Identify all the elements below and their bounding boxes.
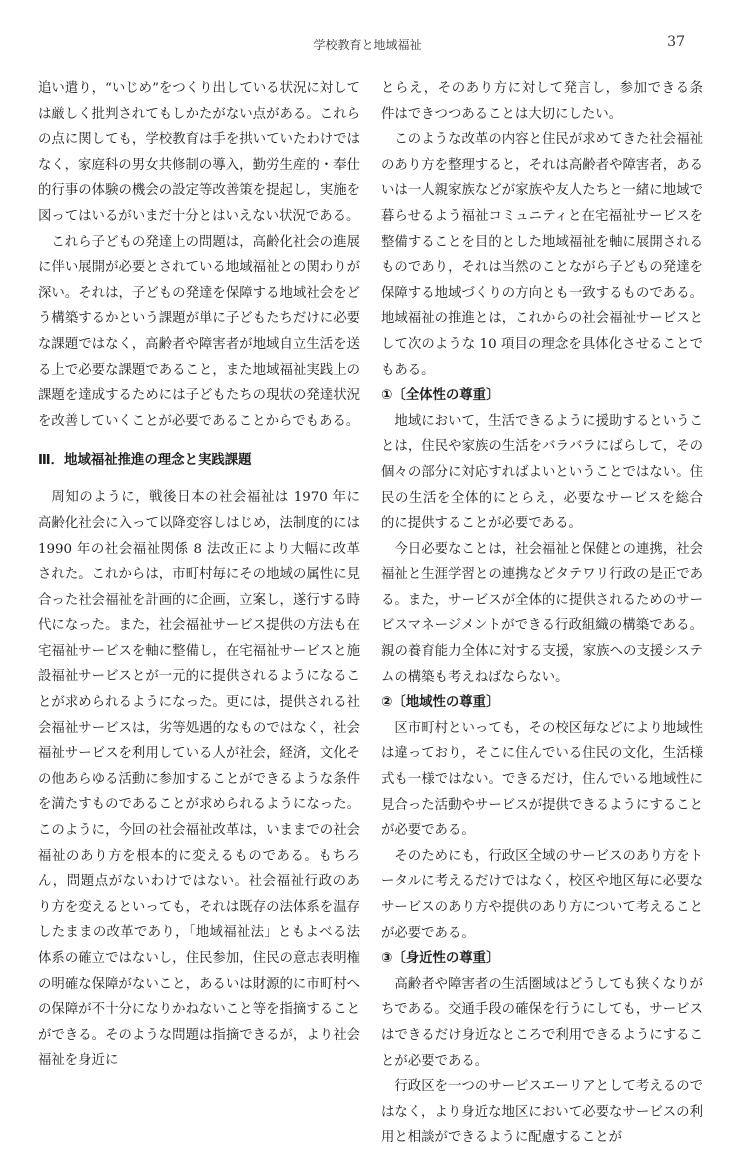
item-heading-proximity: ③〔身近性の尊重〕 [381,951,500,967]
right-column [381,76,703,1151]
left-column [38,76,360,1074]
paragraph: 行政区を一つのサービスエーリアとして考えるのではなく，より身近な地区において必要なサービスの利用と相談ができるように配慮することが [381,1079,703,1146]
page-number: 37 [667,34,685,50]
item-heading-locality: ②〔地域性の尊重〕 [381,695,500,711]
paragraph: 地域において，生活できるように援助するということは，住民や家族の生活をバラバラにばらして，その個々の部分に対応すればよいということではない。住民の生活を全体的にとらえ，必要なサービスを総合的に提供することが必要である。 [381,413,703,532]
section-heading: Ⅲ．地域福祉推進の理念と実践課題 [38,453,252,469]
paragraph: このような改革の内容と住民が求めてきた社会福祉のあり方を整理すると，それは高齢者や障害者，あるいは一人親家族などが家族や友人たちと一緒に地域で暮らせるよう福祉コミュニティと在宅福祉サービスを整備することを目的とした地域福祉を軸に展開されるものであり，それは当然のことながら子どもの発達を保障する地域づくりの方向とも一致するものである。地域福祉の推進とは，これからの社会福祉サービスとして次のような 10 項目の理念を具体化させることでもある。 [381,132,703,378]
paragraph: 区市町村といっても，その校区毎などにより地域性は違っており，そこに住んでいる住民の文化，生活様式も一様ではない。できるだけ，住んでいる地域性に見合った活動やサービスが提供できるようにすることが必要である。 [381,720,703,839]
paragraph: そのためにも，行政区全域のサービスのあり方をトータルに考えるだけではなく，校区や地区毎に必要なサービスのあり方や提供のあり方について考えることが必要である。 [381,848,703,941]
running-title: 学校教育と地域福祉 [313,38,422,52]
page-header [0,30,735,54]
paragraph: とらえ，そのあり方に対して発言し，参加できる条件はできつつあることは大切にしたい。 [381,81,703,122]
paragraph: 周知のように，戦後日本の社会福祉は 1970 年に高齢化社会に入って以降変容しはじめ，法制度的には 1990 年の社会福祉関係 8 法改正により大幅に改革された。これからは，市町村毎にその地域の属性に見合った社会福祉を計画的に企画，立案し，遂行する時代になった。また，社会福祉サービス提供の方法も在宅福祉サービスを軸に整備し，在宅福祉サービスと施設福祉サービスとが一元的に提供されるようになることが求められるようになった。更には，提供される社会福祉サービスは，劣等処遇的なものではなく，社会福祉サービスを利用している人が社会，経済，文化その他あらゆる活動に参加することができるような条件を満たすものであることが求められるようになった。このように，今回の社会福祉改革は，いままでの社会福祉のあり方を根本的に変えるものである。もちろん，問題点がないわけではない。社会福祉行政のあり方を変えるといっても，それは既存の法体系を温存したままの改革であり，「地域福祉法」ともよべる法体系の確立ではないし，住民参加，住民の意志表明権の明確な保障がないこと，あるいは財源的に市町村への保障が不十分になりかねないこと等を指摘することができる。そのような問題は指摘できるが，より社会福祉を身近に [38,490,360,1069]
paragraph: 高齢者や障害者の生活圏域はどうしても狭くなりがちである。交通手段の確保を行うにしても，サービスはできるだけ身近なところで利用できるようにすることが必要である。 [381,976,703,1069]
item-heading-wholeness: ①〔全体性の尊重〕 [381,388,500,404]
paragraph: これら子どもの発達上の問題は，高齢化社会の進展に伴い展開が必要とされている地域福祉との関わりが深い。それは，子どもの発達を保障する地域社会をどう構築するかという課題が単に子どもたちだけに必要な課題ではなく，高齢者や障害者が地域自立生活を送る上で必要な課題であること，また地域福祉実践上の課題を達成するためには子どもたちの現状の発達状況を改善していくことが必要であることからでもある。 [38,234,360,429]
paragraph: 追い遣り，“いじめ”をつくり出している状況に対しては厳しく批判されてもしかたがない点がある。これらの点に関しても，学校教育は手を拱いていたわけではなく，家庭科の男女共修制の導入，勤労生産的・奉仕的行事の体験の機会の設定等改善策を提起し，実施を図ってはいるがいまだ十分とはいえない状況である。 [38,81,360,224]
paragraph: 今日必要なことは，社会福祉と保健との連携，社会福祉と生涯学習との連携などタテワリ行政の是正である。また，サービスが全体的に提供されるためのサービスマネージメントができる行政組織の構築である。親の養育能力全体に対する支援，家族への支援システムの構築も考えねばならない。 [381,541,703,685]
